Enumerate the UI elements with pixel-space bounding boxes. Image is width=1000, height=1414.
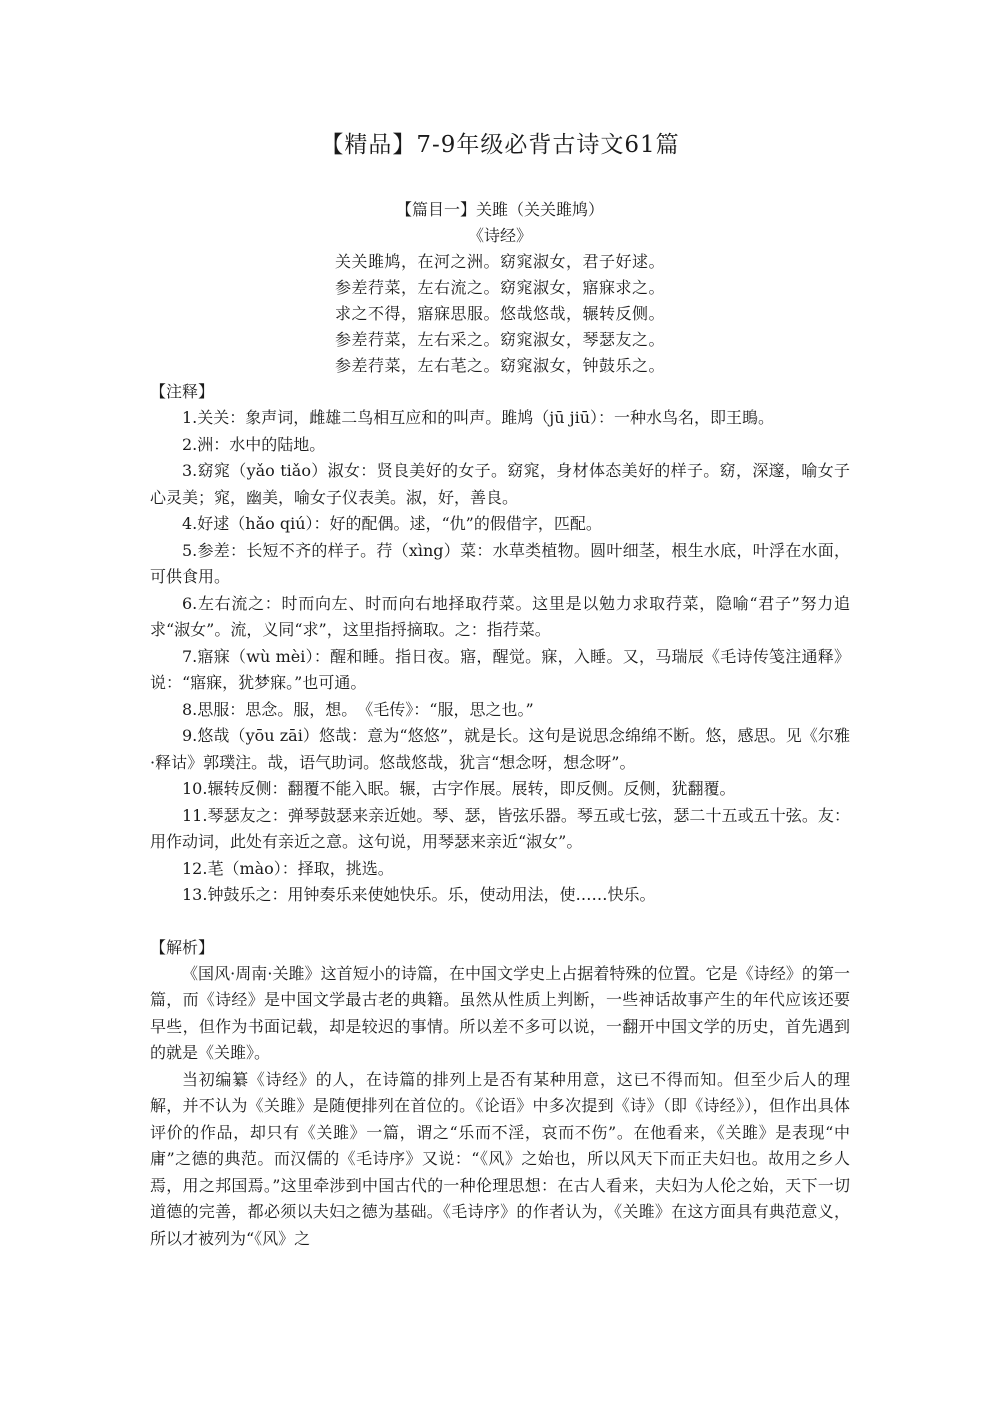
notes-heading: 【注释】 bbox=[150, 382, 215, 401]
note-item: 6.左右流之：时而向左、时而向右地择取荇菜。这里是以勉力求取荇菜，隐喻“君子”努力追求“淑女”。流，义同“求”，这里指捋摘取。之：指荇菜。 bbox=[150, 593, 850, 639]
note-item: 3.窈窕（yǎo tiǎo）淑女：贤良美好的女子。窈窕，身材体态美好的样子。窈，深邃，喻女子心灵美；窕，幽美，喻女子仪表美。淑，好，善良。 bbox=[150, 461, 850, 507]
poem bbox=[150, 249, 850, 379]
analysis-paragraph: 当初编纂《诗经》的人，在诗篇的排列上是否有某种用意，这已不得而知。但至少后人的理解，并不认为《关雎》是随便排列在首位的。《论语》中多次提到《诗》（即《诗经》），但作出具体评价的作品，却只有《关雎》一篇，谓之“乐而不淫，哀而不伤”。在他看来，《关雎》是表现“中庸”之德的典范。而汉儒的《毛诗序》又说：“《风》之始也，所以风天下而正夫妇也。故用之乡人焉，用之邦国焉。”这里牵涉到中国古代的一种伦理思想：在古人看来，夫妇为人伦之始，天下一切道德的完善，都必须以夫妇之德为基础。《毛诗序》的作者认为，《关雎》在这方面具有典范意义，所以才被列为“《风》之 bbox=[150, 1069, 850, 1248]
note-item: 5.参差：长短不齐的样子。荇（xìng）菜：水草类植物。圆叶细茎，根生水底，叶浮在水面，可供食用。 bbox=[150, 540, 850, 586]
section-title: 【篇目一】关雎（关关雎鸠） bbox=[395, 200, 604, 219]
analysis-paragraph: 《国风·周南·关雎》这首短小的诗篇，在中国文学史上占据着特殊的位置。它是《诗经》的第一篇，而《诗经》是中国文学最古老的典籍。虽然从性质上判断，一些神话故事产生的年代应该还要早些，但作为书面记载，却是较迟的事情。所以差不多可以说，一翻开中国文学的历史，首先遇到的就是《关雎》。 bbox=[150, 963, 850, 1062]
note-item: 4.好逑（hǎo qiú）：好的配偶。逑，“仇”的假借字，匹配。 bbox=[182, 514, 602, 533]
note-item: 1.关关：象声词，雌雄二鸟相互应和的叫声。雎鸠（jū jiū）：一种水鸟名，即王鴡。 bbox=[182, 408, 775, 427]
note-item: 9.悠哉（yōu zāi）悠哉：意为“悠悠”，就是长。这句是说思念绵绵不断。悠，感思。见《尔雅·释诂》郭璞注。哉，语气助词。悠哉悠哉，犹言“想念呀，想念呀”。 bbox=[150, 726, 850, 772]
note-item: 10.辗转反侧：翻覆不能入眠。辗，古字作展。展转，即反侧。反侧，犹翻覆。 bbox=[182, 779, 736, 798]
note-item: 2.洲：水中的陆地。 bbox=[182, 434, 326, 454]
poem-line: 参差荇菜，左右芼之。窈窕淑女，钟鼓乐之。 bbox=[334, 356, 665, 375]
note-item: 13.钟鼓乐之：用钟奏乐来使她快乐。乐，使动用法，使……快乐。 bbox=[182, 885, 656, 904]
poem-line: 求之不得，寤寐思服。悠哉悠哉，辗转反侧。 bbox=[334, 304, 665, 323]
poem-line: 参差荇菜，左右采之。窈窕淑女，琴瑟友之。 bbox=[334, 330, 665, 349]
document-title: 【精品】7-9年级必背古诗文61篇 bbox=[320, 132, 680, 158]
poem-line: 参差荇菜，左右流之。窈窕淑女，寤寐求之。 bbox=[334, 278, 665, 297]
notes-list bbox=[150, 405, 850, 909]
poem-line: 关关雎鸠，在河之洲。窈窕淑女，君子好逑。 bbox=[334, 252, 665, 271]
poem-source: 《诗经》 bbox=[467, 226, 532, 245]
note-item: 7.寤寐（wù mèi）：醒和睡。指日夜。寤，醒觉。寐，入睡。又，马瑞辰《毛诗传笺注通释》说：“寤寐，犹梦寐。”也可通。 bbox=[150, 646, 850, 692]
analysis-heading: 【解析】 bbox=[150, 937, 215, 957]
section-spacer bbox=[150, 909, 850, 935]
note-item: 12.芼（mào）：择取，挑选。 bbox=[182, 858, 394, 878]
note-item: 8.思服：思念。服，想。 《毛传》：“服，思之也。” bbox=[182, 699, 534, 719]
analysis-body bbox=[150, 961, 850, 1253]
note-item: 11.琴瑟友之：弹琴鼓瑟来亲近她。琴、瑟，皆弦乐器。琴五或七弦，瑟二十五或五十弦。友：用作动词，此处有亲近之意。这句说，用琴瑟来亲近“淑女”。 bbox=[150, 805, 850, 851]
